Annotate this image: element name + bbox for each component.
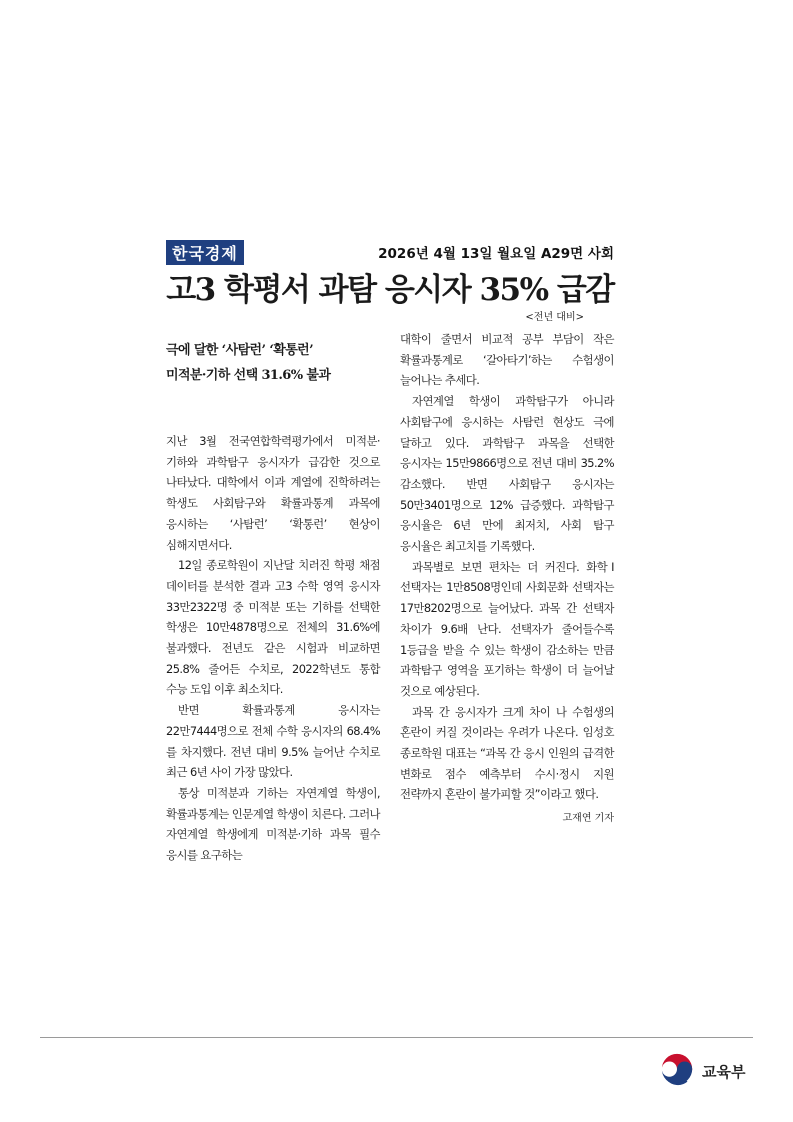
paragraph: 통상 미적분과 기하는 자연계열 학생이, 확률과통계는 인문계열 학생이 치른다. 그러나 자연계열 학생에게 미적분·기하 과목 필수 응시를 요구하는: [166, 785, 380, 863]
paragraph: 지난 3월 전국연합학력평가에서 미적분·기하와 과학탐구 응시자가 급감한 것으로 나타났다. 대학에서 이과 계열에 진학하려는 학생도 사회탐구와 확률과통계 과목에 응시하는 ‘사탐런’ ‘확통런’ 현상이 심해지면서다.: [166, 434, 380, 552]
news-clipping: [166, 240, 614, 866]
headline-note: <전년 대비>: [525, 312, 584, 323]
masthead: [166, 240, 614, 264]
paragraph: 대학이 줄면서 비교적 공부 부담이 작은 확률과통계로 ‘갈아타기’하는 수험생이 늘어나는 추세다.: [400, 332, 614, 388]
logo-text: 교육부: [702, 1062, 746, 1081]
publication-badge: 한국경제: [166, 240, 244, 265]
subheadings: [166, 338, 380, 388]
right-column: [400, 329, 614, 866]
footer-divider: [40, 1037, 753, 1038]
article-body: [166, 329, 614, 866]
subheading-2: 미적분·기하 선택 31.6% 불과: [166, 368, 331, 383]
subheading-1: 극에 달한 ‘사탐런’ ‘확통런’: [166, 343, 314, 358]
taegeuk-emblem-icon: [658, 1052, 696, 1090]
byline: 고재연 기자: [562, 813, 614, 825]
paragraph: 자연계열 학생이 과학탐구가 아니라 사회탐구에 응시하는 사탐런 현상도 극에 달하고 있다. 과학탐구 과목을 선택한 응시자는 15만9866명으로 전년 대비 35.2% 감소했다. 반면 사회탐구 응시자는 50만3401명으로 12% 급증했다. 과학탐구 응시율은 6년 만에 최저치, 사회 탐구 응시율은 최고치를 기록했다.: [400, 394, 614, 554]
paragraph: 과목 간 응시자가 크게 차이 나 수험생의 혼란이 커질 것이라는 우려가 나온다. 임성호 종로학원 대표는 “과목 간 응시 인원의 급격한 변화로 점수 예측부터 수시·정시 지원 전략까지 혼란이 불가피할 것”이라고 했다.: [400, 704, 614, 802]
paragraph: 12일 종로학원이 지난달 치러진 학평 채점 데이터를 분석한 결과 고3 수학 영역 응시자 33만2322명 중 미적분 또는 기하를 선택한 학생은 10만4878명으로 전체의 31.6%에 불과했다. 전년도 같은 시험과 비교하면 25.8% 줄어든 수치로, 2022학년도 통합 수능 도입 이후 최소치다.: [166, 558, 380, 697]
dateline: 2026년 4월 13일 월요일 A29면 사회: [378, 246, 614, 262]
ministry-logo: [658, 1052, 745, 1090]
paragraph: 반면 확률과통계 응시자는 22만7444명으로 전체 수학 응시자의 68.4%를 차지했다. 전년 대비 9.5% 늘어난 수치로 최근 6년 사이 가장 많았다.: [166, 703, 380, 780]
headline: 고3 학평서 과탐 응시자 35% 급감: [166, 272, 614, 308]
paragraph: 과목별로 보면 편차는 더 커진다. 화학Ⅰ 선택자는 1만8508명인데 사회문화 선택자는 17만8202명으로 늘어났다. 과목 간 선택자 차이가 9.6배 난다. 선택자가 줄어들수록 1등급을 받을 수 있는 학생이 감소하는 만큼 과학탐구 영역을 포기하는 학생이 더 늘어날 것으로 예상된다.: [400, 559, 614, 698]
left-column: [166, 329, 380, 866]
